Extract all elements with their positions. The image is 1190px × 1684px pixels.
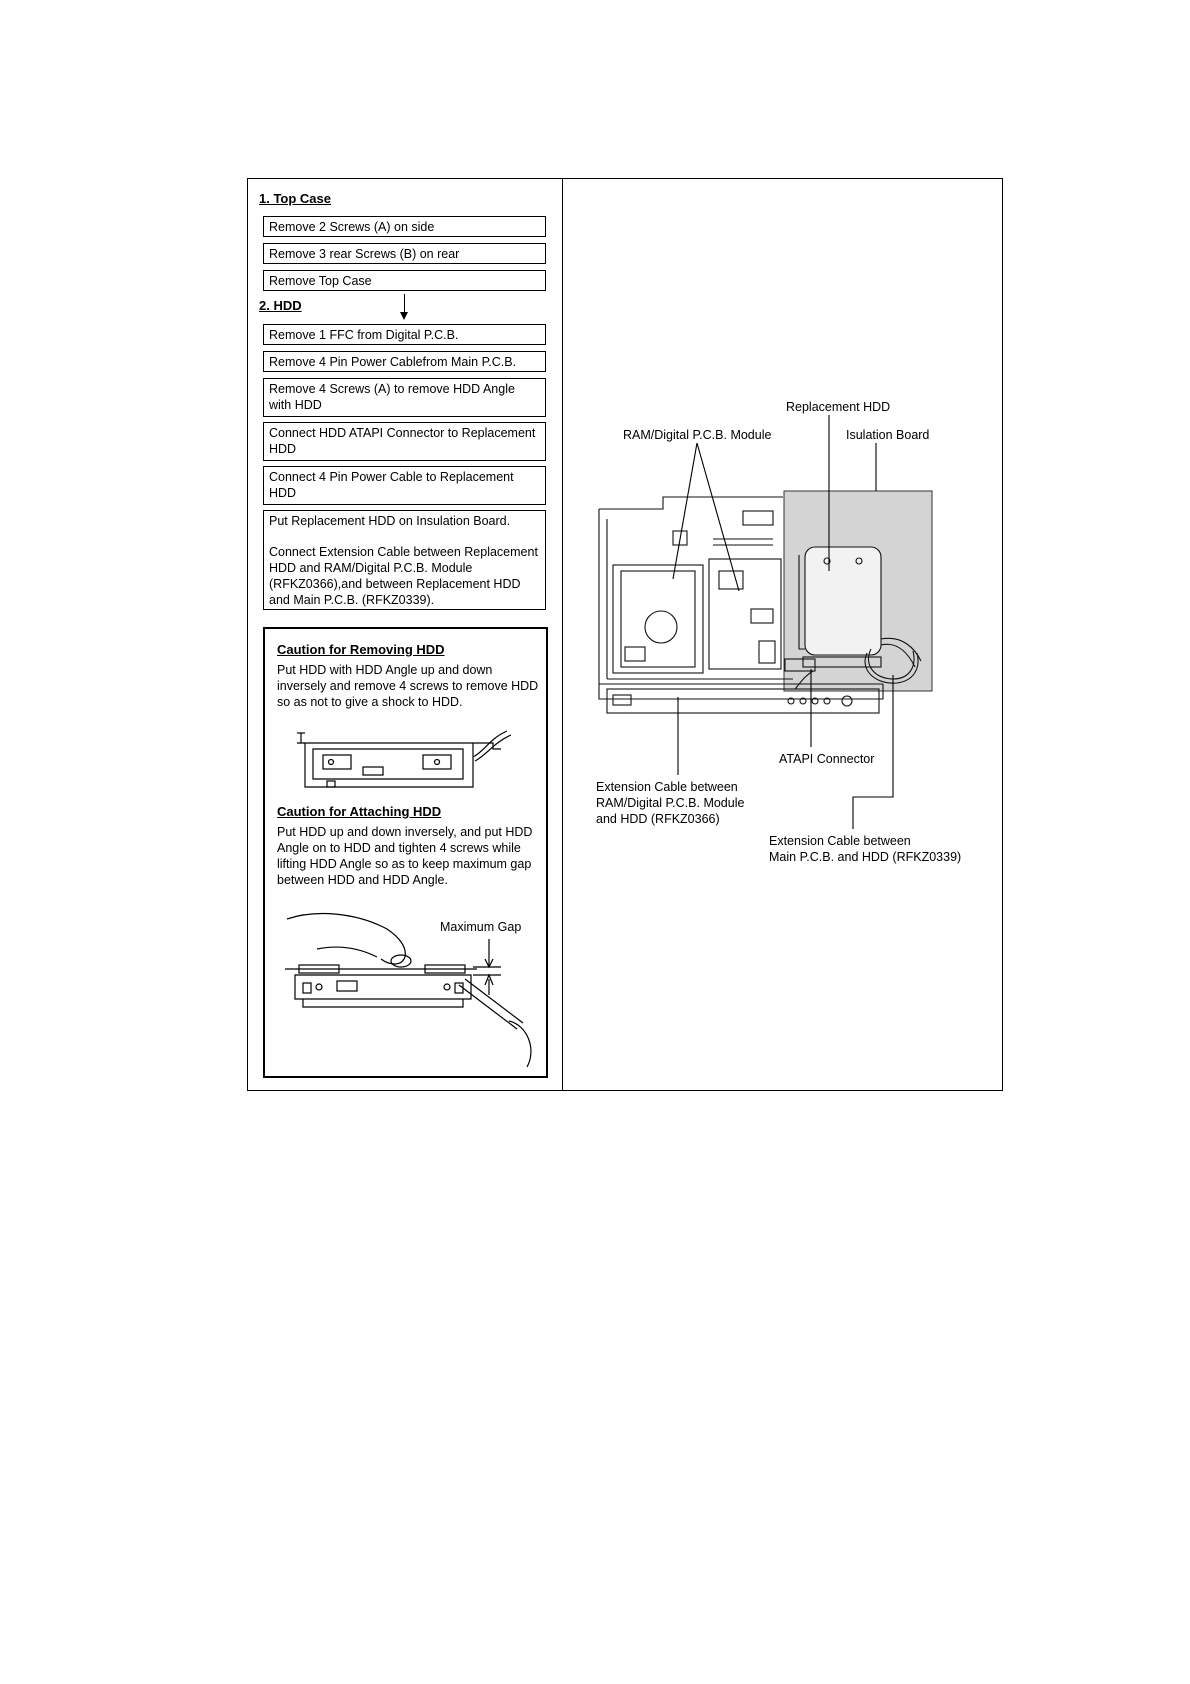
section-top-case-title: 1. Top Case [259,191,332,206]
step-remove-side-screws: Remove 2 Screws (A) on side [263,216,546,237]
maximum-gap-label: Maximum Gap [440,920,522,934]
caution-box [263,627,548,1078]
recorder-internal-diagram [563,179,1003,1092]
label-atapi-connector: ATAPI Connector [779,752,875,766]
caution-removing-title: Caution for Removing HDD [277,642,445,657]
step-put-and-connect [263,510,546,610]
step-connect-extension-text: Connect Extension Cable between Replacement HDD and RAM/Digital P.C.B. Module (RFKZ0366),and between Replacement HDD and Main P.C.B. (RFKZ0339). [269,545,538,607]
ext-cable-ram-line3: and HDD (RFKZ0366) [596,812,720,826]
flow-arrow-head [400,312,408,320]
step-connect-atapi: Connect HDD ATAPI Connector to Replacement HDD [263,422,546,461]
diagram-column [563,179,1003,1090]
label-isulation-board: Isulation Board [846,428,930,442]
step-remove-rear-screws: Remove 3 rear Screws (B) on rear [263,243,546,264]
step-remove-top-case: Remove Top Case [263,270,546,291]
ext-cable-main-line1: Extension Cable between [769,834,911,848]
hdd-attach-gap-figure [277,899,539,1075]
ext-cable-ram-line2: RAM/Digital P.C.B. Module [596,796,745,810]
caution-removing-text: Put HDD with HDD Angle up and down inversely and remove 4 screws to remove HDD so as not to give a shock to HDD. [277,663,539,709]
ext-cable-main-line2: Main P.C.B. and HDD (RFKZ0339) [769,850,962,864]
section-hdd-title: 2. HDD [259,298,302,313]
label-replacement-hdd: Replacement HDD [786,400,891,414]
hdd-angle-removal-figure [293,729,515,791]
procedure-column [248,179,562,1090]
step-remove-power-cable: Remove 4 Pin Power Cablefrom Main P.C.B. [263,351,546,372]
procedure-frame [247,178,1003,1091]
ext-cable-ram-line1: Extension Cable between [596,780,738,794]
step-remove-hdd-angle: Remove 4 Screws (A) to remove HDD Angle with HDD [263,378,546,417]
step-put-hdd-text: Put Replacement HDD on Insulation Board. [269,514,511,528]
caution-attaching-text: Put HDD up and down inversely, and put HDD Angle on to HDD and tighten 4 screws while lifting HDD Angle so as to keep maximum gap between HDD and HDD Angle. [277,825,533,887]
label-ram-digital-module: RAM/Digital P.C.B. Module [623,428,772,442]
step-remove-ffc: Remove 1 FFC from Digital P.C.B. [263,324,546,345]
caution-attaching-title: Caution for Attaching HDD [277,804,442,819]
step-connect-power: Connect 4 Pin Power Cable to Replacement HDD [263,466,546,505]
